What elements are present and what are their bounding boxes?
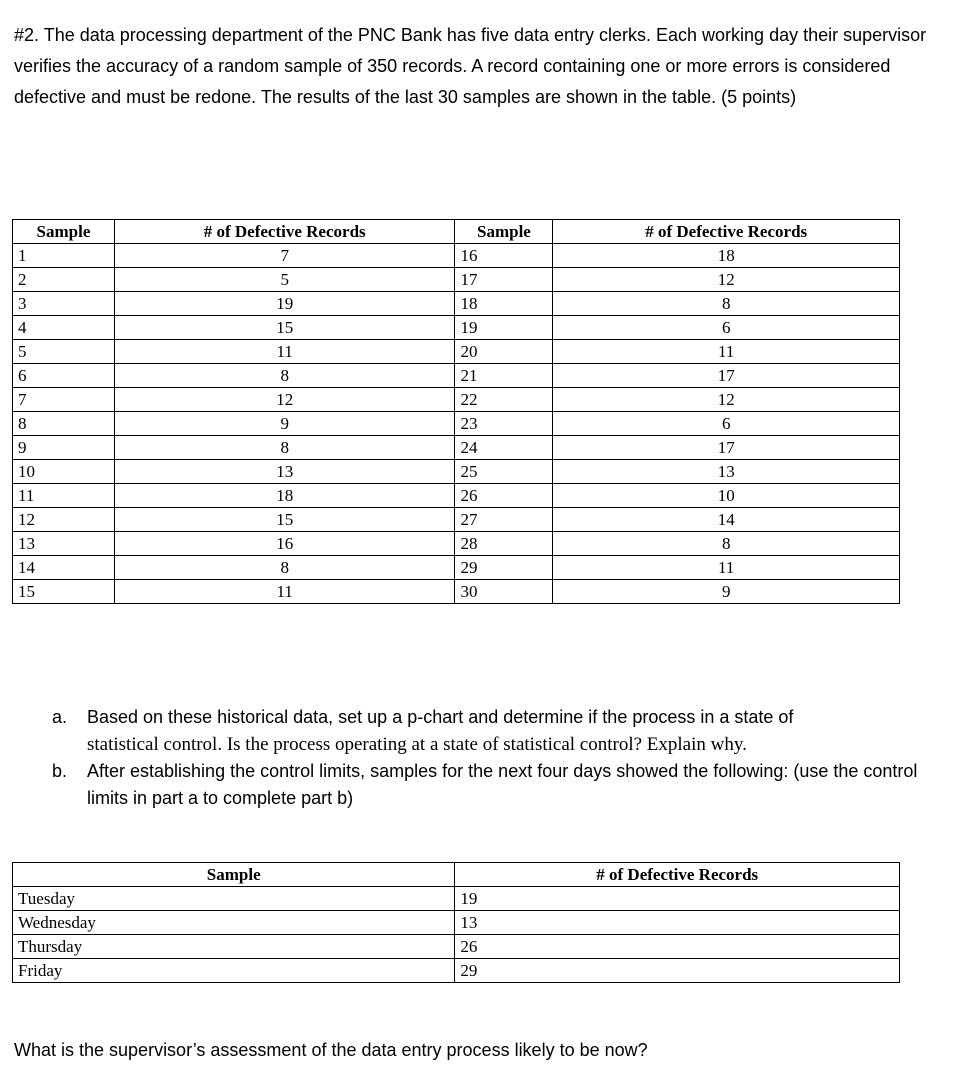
closing-question: What is the supervisor’s assessment of the data entry process likely to be now?: [14, 1040, 648, 1060]
table-row: [13, 484, 900, 508]
defective-count-cell: 7: [114, 244, 455, 268]
table-row: [13, 340, 900, 364]
sample-number-cell: 14: [13, 556, 115, 580]
day-cell: Tuesday: [13, 887, 455, 911]
defective-count-cell: 11: [114, 340, 455, 364]
sample-number-cell: 1: [13, 244, 115, 268]
table-row: [13, 412, 900, 436]
defective-records-table: [12, 219, 900, 604]
next-days-table: [12, 862, 900, 983]
sample-number-cell: 22: [455, 388, 553, 412]
table-row: [13, 316, 900, 340]
table-row: [13, 460, 900, 484]
problem-intro: #2. The data processing department of the PNC Bank has five data entry clerks. Each working day their supervisor verifies the accuracy of a random sample of 350 records. A record containing one or more errors is considered defective and must be redone. The results of the last 30 samples are shown in the table. (5 points): [14, 25, 927, 107]
defective-count-cell: 8: [114, 556, 455, 580]
defective-count-cell: 15: [114, 316, 455, 340]
day-cell: Thursday: [13, 935, 455, 959]
defective-count-cell: 5: [114, 268, 455, 292]
defective-count-cell: 17: [553, 364, 900, 388]
sample-number-cell: 19: [455, 316, 553, 340]
sample-number-cell: 8: [13, 412, 115, 436]
sample-number-cell: 24: [455, 436, 553, 460]
sample-number-cell: 26: [455, 484, 553, 508]
sample-number-cell: 29: [455, 556, 553, 580]
column-header: Sample: [13, 220, 115, 244]
sample-number-cell: 4: [13, 316, 115, 340]
defective-count-cell: 6: [553, 412, 900, 436]
defective-count-cell: 13: [114, 460, 455, 484]
question-a: [52, 704, 942, 758]
day-cell: Wednesday: [13, 911, 455, 935]
table-row: [13, 244, 900, 268]
table-row: [13, 532, 900, 556]
defective-count-cell: 29: [455, 959, 900, 983]
question-marker: b.: [52, 761, 68, 781]
column-header: # of Defective Records: [455, 863, 900, 887]
sample-number-cell: 16: [455, 244, 553, 268]
defective-count-cell: 13: [455, 911, 900, 935]
table-row: [13, 436, 900, 460]
defective-count-cell: 6: [553, 316, 900, 340]
table-row: [13, 268, 900, 292]
table-header-row: [13, 863, 900, 887]
sample-number-cell: 9: [13, 436, 115, 460]
sample-number-cell: 25: [455, 460, 553, 484]
table-row: [13, 911, 900, 935]
sample-number-cell: 12: [13, 508, 115, 532]
sample-number-cell: 21: [455, 364, 553, 388]
defective-count-cell: 19: [455, 887, 900, 911]
day-cell: Friday: [13, 959, 455, 983]
table-row: [13, 556, 900, 580]
sample-number-cell: 28: [455, 532, 553, 556]
sample-number-cell: 30: [455, 580, 553, 604]
question-a-text-line1: Based on these historical data, set up a p-chart and determine if the process in a state of: [87, 707, 794, 727]
table-row: [13, 580, 900, 604]
sample-number-cell: 27: [455, 508, 553, 532]
defective-count-cell: 19: [114, 292, 455, 316]
defective-count-cell: 8: [114, 436, 455, 460]
table-row: [13, 508, 900, 532]
defective-count-cell: 18: [553, 244, 900, 268]
table-row: [13, 292, 900, 316]
column-header: Sample: [455, 220, 553, 244]
table-row: [13, 887, 900, 911]
defective-count-cell: 11: [114, 580, 455, 604]
defective-count-cell: 9: [553, 580, 900, 604]
defective-count-cell: 14: [553, 508, 900, 532]
column-header: # of Defective Records: [553, 220, 900, 244]
question-a-text-line2: statistical control. Is the process operating at a state of statistical control? Explain why.: [87, 734, 747, 755]
table-row: [13, 935, 900, 959]
defective-count-cell: 12: [553, 268, 900, 292]
defective-count-cell: 10: [553, 484, 900, 508]
defective-count-cell: 12: [114, 388, 455, 412]
question-marker: a.: [52, 707, 68, 727]
defective-count-cell: 26: [455, 935, 900, 959]
table-row: [13, 364, 900, 388]
question-list: [52, 704, 942, 812]
defective-count-cell: 17: [553, 436, 900, 460]
question-b: [52, 758, 942, 812]
defective-count-cell: 15: [114, 508, 455, 532]
sample-number-cell: 20: [455, 340, 553, 364]
sample-number-cell: 13: [13, 532, 115, 556]
sample-number-cell: 23: [455, 412, 553, 436]
sample-number-cell: 15: [13, 580, 115, 604]
table-header-row: [13, 220, 900, 244]
sample-number-cell: 3: [13, 292, 115, 316]
sample-number-cell: 17: [455, 268, 553, 292]
sample-number-cell: 5: [13, 340, 115, 364]
defective-count-cell: 12: [553, 388, 900, 412]
defective-count-cell: 13: [553, 460, 900, 484]
sample-number-cell: 2: [13, 268, 115, 292]
defective-count-cell: 11: [553, 340, 900, 364]
question-b-text: After establishing the control limits, samples for the next four days showed the following: (use the control limits in part a to complete part b): [87, 761, 918, 808]
column-header: Sample: [13, 863, 455, 887]
sample-number-cell: 7: [13, 388, 115, 412]
defective-count-cell: 8: [114, 364, 455, 388]
table-row: [13, 959, 900, 983]
sample-number-cell: 10: [13, 460, 115, 484]
sample-number-cell: 6: [13, 364, 115, 388]
defective-count-cell: 18: [114, 484, 455, 508]
sample-number-cell: 11: [13, 484, 115, 508]
sample-number-cell: 18: [455, 292, 553, 316]
defective-count-cell: 9: [114, 412, 455, 436]
defective-count-cell: 8: [553, 532, 900, 556]
column-header: # of Defective Records: [114, 220, 455, 244]
defective-count-cell: 16: [114, 532, 455, 556]
table-row: [13, 388, 900, 412]
defective-count-cell: 11: [553, 556, 900, 580]
defective-count-cell: 8: [553, 292, 900, 316]
